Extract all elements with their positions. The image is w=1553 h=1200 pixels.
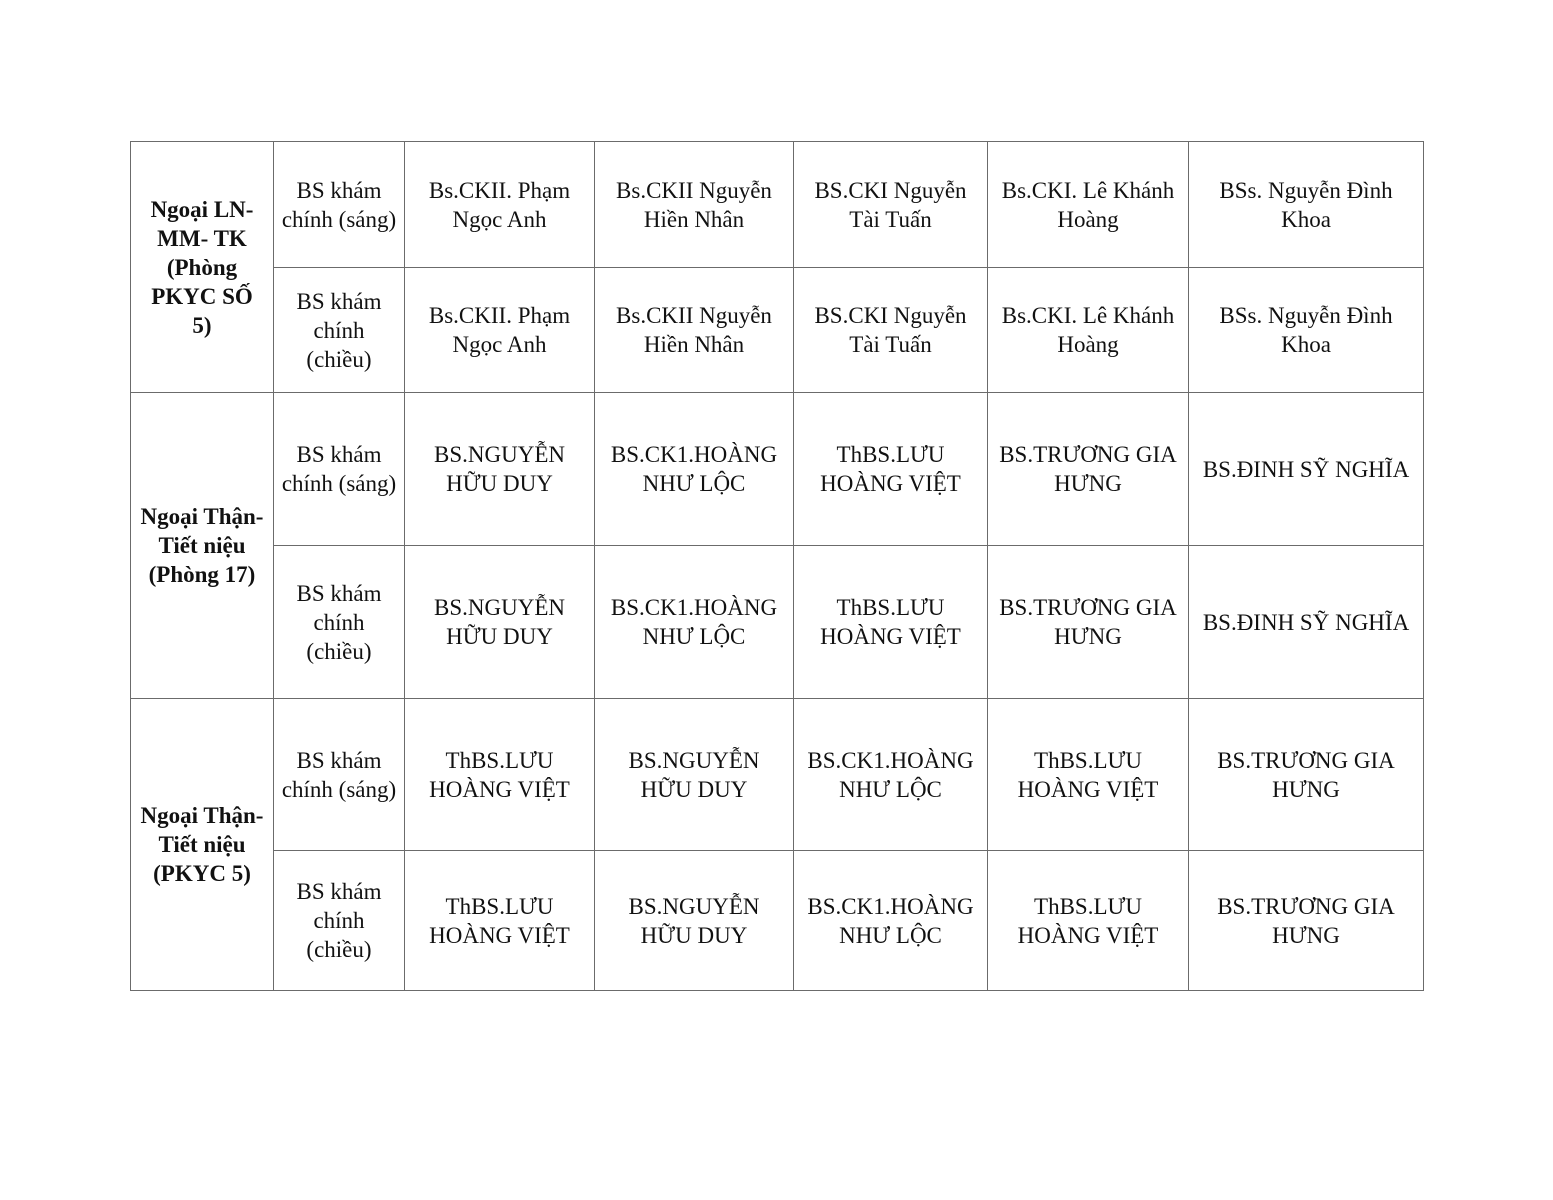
- doctor-cell: BS.CK1.HOÀNG NHƯ LỘC: [794, 851, 988, 991]
- shift-cell: BS khám chính (sáng): [274, 393, 405, 546]
- doctor-cell: ThBS.LƯU HOÀNG VIỆT: [988, 699, 1189, 851]
- doctor-cell: ThBS.LƯU HOÀNG VIỆT: [794, 546, 988, 699]
- doctor-cell: ThBS.LƯU HOÀNG VIỆT: [405, 699, 595, 851]
- doctor-cell: BS.NGUYỄN HỮU DUY: [405, 546, 595, 699]
- table-row: [131, 851, 1424, 991]
- doctor-cell: BS.NGUYỄN HỮU DUY: [595, 699, 794, 851]
- table-row: [131, 142, 1424, 268]
- department-cell: Ngoại Thận-Tiết niệu (Phòng 17): [131, 393, 274, 699]
- doctor-cell: BS.TRƯƠNG GIA HƯNG: [988, 393, 1189, 546]
- table-row: [131, 699, 1424, 851]
- doctor-schedule-table: [130, 141, 1424, 991]
- doctor-cell: BS.CKI Nguyễn Tài Tuấn: [794, 142, 988, 268]
- table-row: [131, 546, 1424, 699]
- department-cell: Ngoại LN-MM- TK (Phòng PKYC SỐ 5): [131, 142, 274, 393]
- doctor-cell: BS.NGUYỄN HỮU DUY: [405, 393, 595, 546]
- shift-cell: BS khám chính (chiều): [274, 851, 405, 991]
- doctor-cell: BSs. Nguyễn Đình Khoa: [1189, 268, 1424, 393]
- doctor-cell: BS.NGUYỄN HỮU DUY: [595, 851, 794, 991]
- doctor-cell: BS.ĐINH SỸ NGHĨA: [1189, 393, 1424, 546]
- table-row: [131, 268, 1424, 393]
- doctor-cell: Bs.CKII. Phạm Ngọc Anh: [405, 268, 595, 393]
- doctor-cell: BS.ĐINH SỸ NGHĨA: [1189, 546, 1424, 699]
- doctor-cell: Bs.CKII Nguyễn Hiền Nhân: [595, 142, 794, 268]
- doctor-cell: ThBS.LƯU HOÀNG VIỆT: [405, 851, 595, 991]
- department-cell: Ngoại Thận-Tiết niệu (PKYC 5): [131, 699, 274, 991]
- doctor-cell: BSs. Nguyễn Đình Khoa: [1189, 142, 1424, 268]
- doctor-cell: Bs.CKII. Phạm Ngọc Anh: [405, 142, 595, 268]
- table-row: [131, 393, 1424, 546]
- shift-cell: BS khám chính (sáng): [274, 699, 405, 851]
- doctor-cell: BS.TRƯƠNG GIA HƯNG: [988, 546, 1189, 699]
- doctor-cell: BS.TRƯƠNG GIA HƯNG: [1189, 699, 1424, 851]
- doctor-cell: BS.CK1.HOÀNG NHƯ LỘC: [595, 393, 794, 546]
- doctor-cell: Bs.CKI. Lê Khánh Hoàng: [988, 142, 1189, 268]
- doctor-cell: ThBS.LƯU HOÀNG VIỆT: [988, 851, 1189, 991]
- shift-cell: BS khám chính (chiều): [274, 268, 405, 393]
- shift-cell: BS khám chính (chiều): [274, 546, 405, 699]
- doctor-cell: BS.CK1.HOÀNG NHƯ LỘC: [595, 546, 794, 699]
- doctor-cell: BS.CKI Nguyễn Tài Tuấn: [794, 268, 988, 393]
- doctor-cell: BS.CK1.HOÀNG NHƯ LỘC: [794, 699, 988, 851]
- shift-cell: BS khám chính (sáng): [274, 142, 405, 268]
- doctor-cell: ThBS.LƯU HOÀNG VIỆT: [794, 393, 988, 546]
- doctor-cell: Bs.CKI. Lê Khánh Hoàng: [988, 268, 1189, 393]
- doctor-cell: BS.TRƯƠNG GIA HƯNG: [1189, 851, 1424, 991]
- doctor-cell: Bs.CKII Nguyễn Hiền Nhân: [595, 268, 794, 393]
